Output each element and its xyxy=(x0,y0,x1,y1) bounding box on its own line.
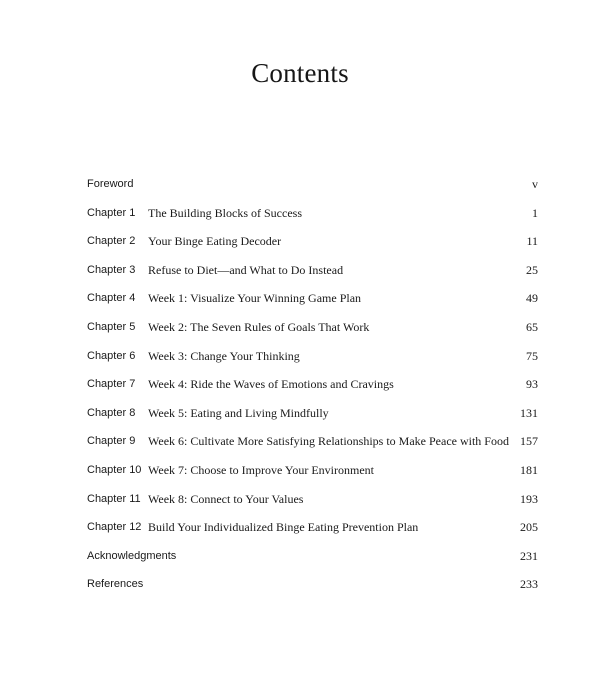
toc-entry-foreword[interactable] xyxy=(87,170,538,199)
entry-page-number: 193 xyxy=(520,491,538,506)
entry-title: Week 8: Connect to Your Values xyxy=(148,491,304,506)
entry-label: Chapter 8 xyxy=(87,406,136,419)
toc-entry-chapter-4[interactable] xyxy=(87,284,538,313)
toc-entry-chapter-2[interactable] xyxy=(87,227,538,256)
entry-label: Chapter 5 xyxy=(87,320,136,333)
entry-label: Acknowledgments xyxy=(87,549,177,562)
entry-page-number: 93 xyxy=(526,377,538,392)
toc-entry-chapter-8[interactable] xyxy=(87,399,538,428)
toc-entry-chapter-9[interactable] xyxy=(87,427,538,456)
entry-label: Chapter 10 xyxy=(87,463,142,476)
toc-entry-acknowledgments[interactable] xyxy=(87,542,538,571)
entry-page-number: 75 xyxy=(526,348,538,363)
entry-title: Build Your Individualized Binge Eating Prevention Plan xyxy=(148,520,419,535)
entry-title: Refuse to Diet—and What to Do Instead xyxy=(148,262,344,277)
toc-entry-chapter-5[interactable] xyxy=(87,313,538,342)
toc-entry-chapter-1[interactable] xyxy=(87,199,538,228)
toc-entry-chapter-11[interactable] xyxy=(87,485,538,514)
entry-page-number: v xyxy=(532,177,538,191)
entry-title: Your Binge Eating Decoder xyxy=(148,234,282,249)
entry-page-number: 11 xyxy=(526,234,538,249)
entry-label: Chapter 11 xyxy=(87,492,141,505)
toc-entry-chapter-10[interactable] xyxy=(87,456,538,485)
entry-label: Chapter 9 xyxy=(87,435,136,448)
entry-label: Foreword xyxy=(87,178,134,190)
toc-entry-chapter-12[interactable] xyxy=(87,513,538,542)
entry-title: Week 2: The Seven Rules of Goals That Work xyxy=(148,319,370,334)
entry-title: Week 3: Change Your Thinking xyxy=(148,348,300,363)
entry-page-number: 131 xyxy=(520,405,538,420)
entry-label: Chapter 2 xyxy=(87,235,136,248)
entry-label: Chapter 12 xyxy=(87,521,142,534)
entry-label: Chapter 7 xyxy=(87,378,136,391)
entry-label: Chapter 1 xyxy=(87,206,136,219)
entry-page-number: 233 xyxy=(520,577,538,592)
entry-page-number: 65 xyxy=(526,319,538,334)
entry-title: Week 6: Cultivate More Satisfying Relationships to Make Peace with Food xyxy=(148,434,509,449)
entry-label: Chapter 6 xyxy=(87,349,136,362)
entry-label: References xyxy=(87,578,144,591)
entry-page-number: 181 xyxy=(520,462,538,477)
entry-title: The Building Blocks of Success xyxy=(148,205,302,220)
toc-entry-chapter-7[interactable] xyxy=(87,370,538,399)
table-of-contents xyxy=(87,170,538,599)
entry-label: Chapter 3 xyxy=(87,263,136,276)
entry-title: Week 5: Eating and Living Mindfully xyxy=(148,405,329,420)
toc-entry-chapter-3[interactable] xyxy=(87,256,538,285)
toc-entry-chapter-6[interactable] xyxy=(87,342,538,371)
page-title: Contents xyxy=(251,58,349,88)
entry-title: Week 1: Visualize Your Winning Game Plan xyxy=(148,291,362,306)
entry-page-number: 25 xyxy=(526,262,538,277)
entry-page-number: 205 xyxy=(520,520,538,535)
entry-label: Chapter 4 xyxy=(87,292,136,305)
entry-title: Week 4: Ride the Waves of Emotions and Cravings xyxy=(148,377,394,392)
toc-entry-references[interactable] xyxy=(87,570,538,599)
entry-page-number: 157 xyxy=(520,434,538,449)
entry-title: Week 7: Choose to Improve Your Environment xyxy=(148,462,375,477)
entry-page-number: 231 xyxy=(520,548,538,563)
entry-page-number: 1 xyxy=(532,205,538,220)
entry-page-number: 49 xyxy=(526,291,538,306)
